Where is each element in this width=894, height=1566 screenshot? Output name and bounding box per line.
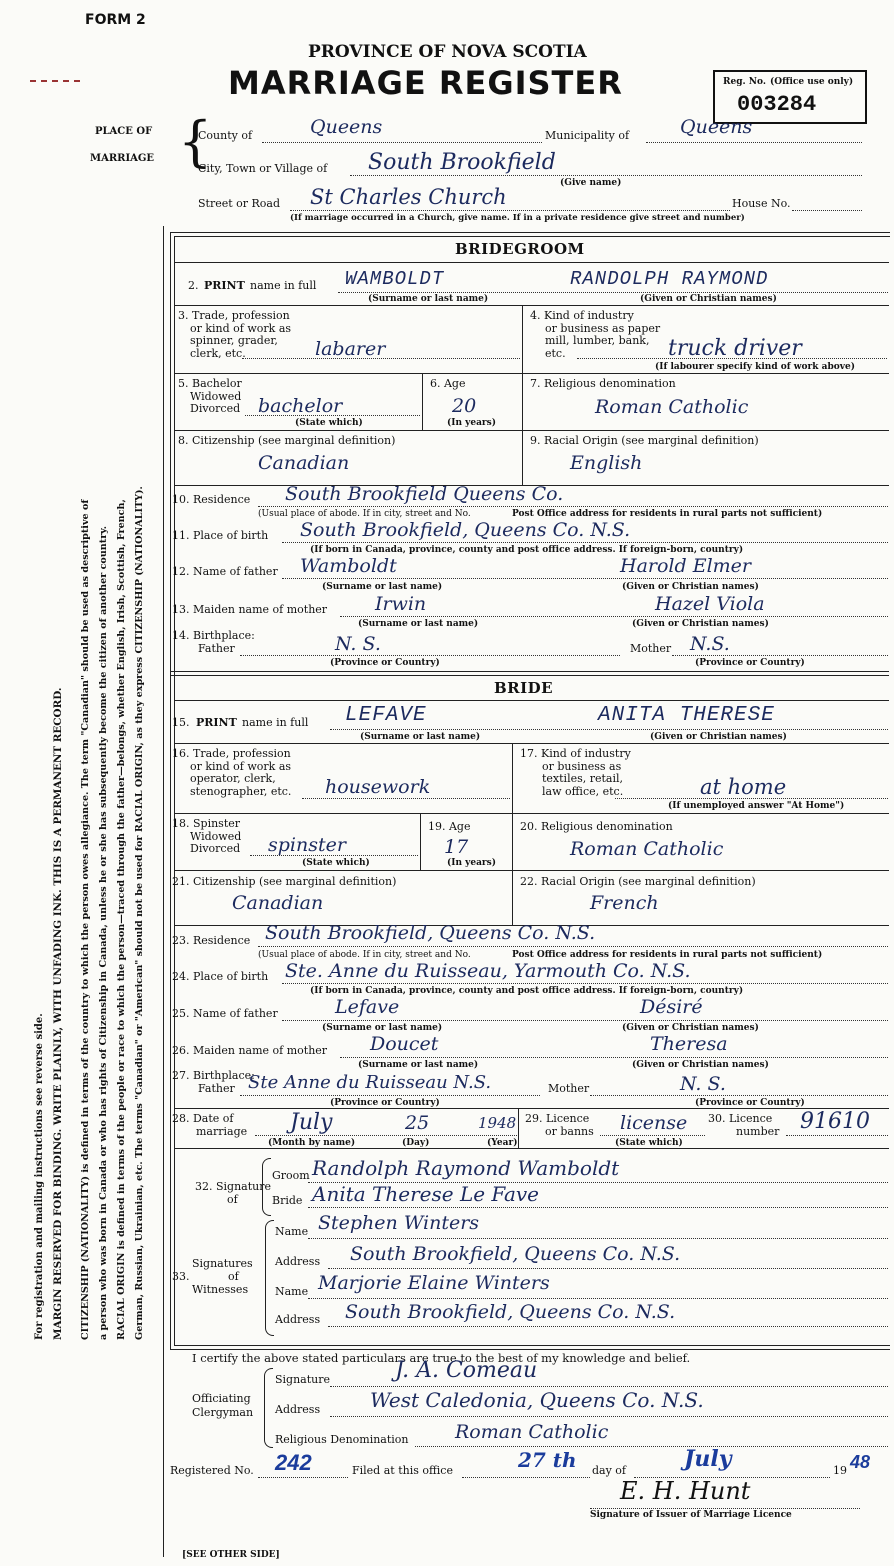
groom-birth-hint: (If born in Canada, province, county and post office address. If foreign-born, country) [310, 545, 744, 555]
groom-heading: BRIDEGROOM [455, 240, 585, 258]
licence-label: 29. Licence or banns [525, 1112, 594, 1138]
bride-bp-father-hint: (Province or Country) [330, 1098, 440, 1108]
wit-label: Signatures 33. of Witnesses [172, 1257, 253, 1296]
bride-surname-hint: (Surname or last name) [360, 732, 481, 742]
w2-name-label: Name [275, 1285, 309, 1298]
bride-mother-given-hint: (Given or Christian names) [632, 1060, 769, 1070]
sig-brace [262, 1158, 271, 1216]
groom-bp-mother-label: Mother [630, 642, 672, 655]
licence-no-label: 30. Licence number [708, 1112, 780, 1138]
w2-address: South Brookfield, Queens Co. N.S. [345, 1301, 676, 1323]
bride-print-bold: PRINT [196, 716, 237, 729]
registered-no: 242 [275, 1450, 312, 1475]
bride-birth: Ste. Anne du Ruisseau, Yarmouth Co. N.S. [285, 960, 691, 982]
groom-bp-mother: N.S. [690, 633, 730, 655]
house-label: House No. [732, 197, 791, 210]
w2-name: Marjorie Elaine Winters [318, 1272, 550, 1294]
clergy-brace [264, 1368, 273, 1448]
groom-religion: Roman Catholic [595, 396, 749, 418]
bride-print-no: 15. [172, 716, 190, 729]
groom-citizenship-label: 8. Citizenship (see marginal definition) [178, 434, 396, 447]
bride-birth-hint: (If born in Canada, province, county and post office address. If foreign-born, country) [310, 986, 744, 996]
bride-citizenship-label: 21. Citizenship (see marginal definition) [172, 875, 397, 888]
reg-note: (Office use only) [770, 77, 854, 87]
side-note-1: For registration and mailing instructions see reverse side. [34, 1013, 45, 1340]
groom-trade: labarer [315, 338, 386, 360]
groom-residence-hint-a: (Usual place of abode. If in city, street and No. [258, 509, 471, 519]
groom-surname-hint: (Surname or last name) [368, 294, 489, 304]
month-hint: (Month by name) [268, 1138, 356, 1148]
groom-signature: Randolph Raymond Wamboldt [312, 1156, 620, 1180]
bride-religion: Roman Catholic [570, 838, 724, 860]
w1-address: South Brookfield, Queens Co. N.S. [350, 1243, 681, 1265]
bride-industry-label: 17. Kind of industry or business as textiles, retail, law office, etc. [520, 747, 631, 798]
groom-bp-label: 14. Birthplace: [172, 629, 255, 642]
day-hint: (Day) [402, 1138, 430, 1148]
groom-father-surname-hint: (Surname or last name) [322, 582, 443, 592]
bride-father-surname-hint: (Surname or last name) [322, 1023, 443, 1033]
clergy-signature: J. A. Comeau [395, 1358, 538, 1383]
year-hint: (Year) [487, 1138, 518, 1148]
registered-label: Registered No. [170, 1464, 254, 1477]
groom-mother-label: 13. Maiden name of mother [172, 603, 328, 616]
clergy-label: Officiating Clergyman [192, 1392, 254, 1419]
groom-age: 20 [452, 395, 477, 417]
groom-birth-label: 11. Place of birth [172, 529, 269, 542]
place-label-2: MARRIAGE [90, 153, 155, 164]
bride-father-given: Désiré [640, 996, 703, 1018]
licence-value: license [620, 1112, 688, 1134]
bride-surname: LEFAVE [345, 704, 427, 727]
groom-mother-given-hint: (Given or Christian names) [632, 619, 769, 629]
groom-father-given: Harold Elmer [620, 555, 751, 577]
groom-mother-given: Hazel Viola [655, 593, 765, 615]
bride-father-given-hint: (Given or Christian names) [622, 1023, 759, 1033]
groom-status-label: 5. Bachelor Widowed Divorced [178, 377, 242, 415]
clergy-address: West Caledonia, Queens Co. N.S. [370, 1388, 704, 1412]
groom-mother-surname: Irwin [375, 593, 427, 615]
groom-citizenship: Canadian [258, 452, 350, 474]
margin-mark [30, 80, 80, 82]
bride-racial-label: 22. Racial Origin (see marginal definition) [520, 875, 756, 888]
year-prefix: 19 [833, 1464, 847, 1477]
bride-bp-label: 27. Birthplace: [172, 1069, 255, 1082]
w1-name-label: Name [275, 1225, 309, 1238]
bride-bp-mother: N. S. [680, 1073, 726, 1095]
groom-residence-label: 10. Residence [172, 493, 251, 506]
groom-bp-father-hint: (Province or Country) [330, 658, 440, 668]
wit-brace [265, 1220, 274, 1336]
place-label-1: PLACE OF [95, 126, 153, 137]
bride-age-hint: (In years) [447, 858, 496, 868]
bride-mother-surname: Doucet [370, 1033, 439, 1055]
side-note-5: RACIAL ORIGIN is defined in terms of the people or race to which the person—traced through the father—belongs, whether English, Irish, Scottish, French, [116, 499, 127, 1340]
sig-label: 32. Signature of [195, 1180, 272, 1206]
groom-age-label: 6. Age [430, 377, 466, 390]
bride-status-label: 18. Spinster Widowed Divorced [172, 817, 242, 855]
bride-age-label: 19. Age [428, 820, 471, 833]
bride-birth-label: 24. Place of birth [172, 970, 269, 983]
groom-father-label: 12. Name of father [172, 565, 278, 578]
marriage-day: 25 [405, 1112, 430, 1134]
street-hint: (If marriage occurred in a Church, give name. If in a private residence give street and number) [290, 213, 745, 223]
marriage-year: 1948 [478, 1114, 517, 1132]
groom-status: bachelor [258, 395, 343, 417]
bride-residence-hint-b: Post Office address for residents in rural parts not sufficient) [512, 950, 823, 960]
bride-age: 17 [444, 836, 469, 858]
reg-number: 003284 [737, 92, 817, 117]
bride-mother-label: 26. Maiden name of mother [172, 1044, 328, 1057]
province-title: PROVINCE OF NOVA SCOTIA [308, 42, 587, 62]
date-label: 28. Date of marriage [172, 1112, 248, 1138]
bride-industry: at home [700, 775, 787, 799]
groom-residence: South Brookfield Queens Co. [285, 483, 564, 505]
clergy-religion: Roman Catholic [455, 1421, 609, 1443]
bride-given: ANITA THERESE [598, 704, 775, 727]
issuer-signature: E. H. Hunt [620, 1477, 751, 1505]
filed-day: 27 th [518, 1448, 577, 1472]
bride-father-surname: Lefave [335, 996, 400, 1018]
city-value: South Brookfield [368, 150, 556, 175]
filed-month: July [684, 1446, 732, 1472]
see-other-side: [SEE OTHER SIDE] [182, 1550, 280, 1560]
groom-age-hint: (In years) [447, 418, 496, 428]
bride-bp-mother-label: Mother [548, 1082, 590, 1095]
bride-status-hint: (State which) [302, 858, 370, 868]
side-note-4: a person who was born in Canada or who has rights of Citizenship in Canada, unless he or she has subsequently become the citizen of another country. [98, 525, 109, 1340]
county-value: Queens [310, 116, 383, 138]
bride-industry-hint: (If unemployed answer "At Home") [668, 801, 845, 811]
groom-birth: South Brookfield, Queens Co. N.S. [300, 519, 631, 541]
marriage-month: July [290, 1110, 333, 1135]
bride-status: spinster [268, 834, 346, 856]
bride-residence: South Brookfield, Queens Co. N.S. [265, 922, 596, 944]
reg-label: Reg. No. [723, 77, 766, 87]
groom-father-surname: Wamboldt [300, 555, 397, 577]
bride-sig-label: Bride [272, 1194, 303, 1207]
municipality-value: Queens [680, 116, 753, 138]
groom-sig-label: Groom [272, 1169, 310, 1182]
bride-trade: housework [325, 776, 431, 798]
city-label: City, Town or Village of [198, 162, 328, 175]
brace-icon: { [178, 110, 213, 173]
groom-racial: English [570, 452, 643, 474]
bride-religion-label: 20. Religious denomination [520, 820, 673, 833]
filed-year: 48 [850, 1452, 871, 1472]
groom-print-rest: name in full [250, 279, 317, 292]
page-title: MARRIAGE REGISTER [228, 64, 623, 102]
groom-religion-label: 7. Religious denomination [530, 377, 676, 390]
street-label: Street or Road [198, 197, 281, 210]
filed-label: Filed at this office [352, 1464, 453, 1477]
w1-address-label: Address [275, 1255, 321, 1268]
groom-status-hint: (State which) [295, 418, 363, 428]
city-hint: (Give name) [560, 178, 622, 188]
certify-text: I certify the above stated particulars are true to the best of my knowledge and belief. [192, 1351, 691, 1365]
issuer-label: Signature of Issuer of Marriage Licence [590, 1510, 792, 1520]
groom-trade-label: 3. Trade, profession or kind of work as spinner, grader, clerk, etc. [178, 309, 292, 360]
bride-signature: Anita Therese Le Fave [312, 1182, 540, 1206]
groom-bp-father: N. S. [335, 633, 381, 655]
street-value: St Charles Church [310, 185, 507, 209]
groom-father-given-hint: (Given or Christian names) [622, 582, 759, 592]
bride-residence-label: 23. Residence [172, 934, 251, 947]
groom-residence-hint-b: Post Office address for residents in rural parts not sufficient) [512, 509, 823, 519]
clergy-signature-label: Signature [275, 1373, 331, 1386]
clergy-religion-label: Religious Denomination [275, 1433, 409, 1446]
groom-given: RANDOLPH RAYMOND [570, 268, 769, 290]
clergy-address-label: Address [275, 1403, 321, 1416]
form-number: FORM 2 [85, 12, 146, 28]
groom-racial-label: 9. Racial Origin (see marginal definition) [530, 434, 759, 447]
side-note-2: MARGIN RESERVED FOR BINDING. WRITE PLAINLY, WITH UNFADING INK. THIS IS A PERMANENT RECORD. [52, 687, 64, 1340]
county-label: County of [198, 129, 253, 142]
bride-bp-father: Ste Anne du Ruisseau N.S. [248, 1072, 492, 1093]
bride-mother-given: Theresa [650, 1033, 728, 1055]
groom-given-hint: (Given or Christian names) [640, 294, 777, 304]
groom-bp-mother-hint: (Province or Country) [695, 658, 805, 668]
side-note-3: CITIZENSHIP (NATIONALITY) is defined in terms of the country to which the person owes allegiance. The term "Canadian" should be used as descriptive of [80, 499, 91, 1340]
groom-surname: WAMBOLDT [345, 268, 445, 290]
w2-address-label: Address [275, 1313, 321, 1326]
groom-industry-hint: (If labourer specify kind of work above) [655, 362, 855, 372]
bride-heading: BRIDE [494, 679, 554, 697]
municipality-label: Municipality of [545, 129, 630, 142]
bride-given-hint: (Given or Christian names) [650, 732, 787, 742]
groom-industry: truck driver [668, 336, 802, 361]
day-of-label: day of [592, 1464, 627, 1477]
groom-industry-label: 4. Kind of industry or business as paper mill, lumber, bank, etc. [530, 309, 661, 360]
bride-father-label: 25. Name of father [172, 1007, 278, 1020]
bride-bp-father-label: Father [198, 1082, 235, 1095]
groom-print-no: 2. [188, 279, 199, 292]
side-note-6: German, Russian, Ukrainian, etc. The terms "Canadian" or "American" should not be used for RACIAL ORIGIN, as they express CITIZENSHIP (NATIONALITY). [134, 486, 145, 1340]
licence-hint: (State which) [615, 1138, 683, 1148]
bride-residence-hint-a: (Usual place of abode. If in city, street and No. [258, 950, 471, 960]
bride-mother-surname-hint: (Surname or last name) [358, 1060, 479, 1070]
groom-bp-father-label: Father [198, 642, 235, 655]
bride-citizenship: Canadian [232, 892, 324, 914]
w1-name: Stephen Winters [318, 1212, 480, 1234]
groom-print-bold: PRINT [204, 279, 245, 292]
bride-trade-label: 16. Trade, profession or kind of work as operator, clerk, stenographer, etc. [172, 747, 292, 798]
bride-racial: French [590, 892, 659, 914]
bride-print-rest: name in full [242, 716, 309, 729]
licence-number: 91610 [800, 1109, 870, 1134]
groom-mother-surname-hint: (Surname or last name) [358, 619, 479, 629]
bride-bp-mother-hint: (Province or Country) [695, 1098, 805, 1108]
